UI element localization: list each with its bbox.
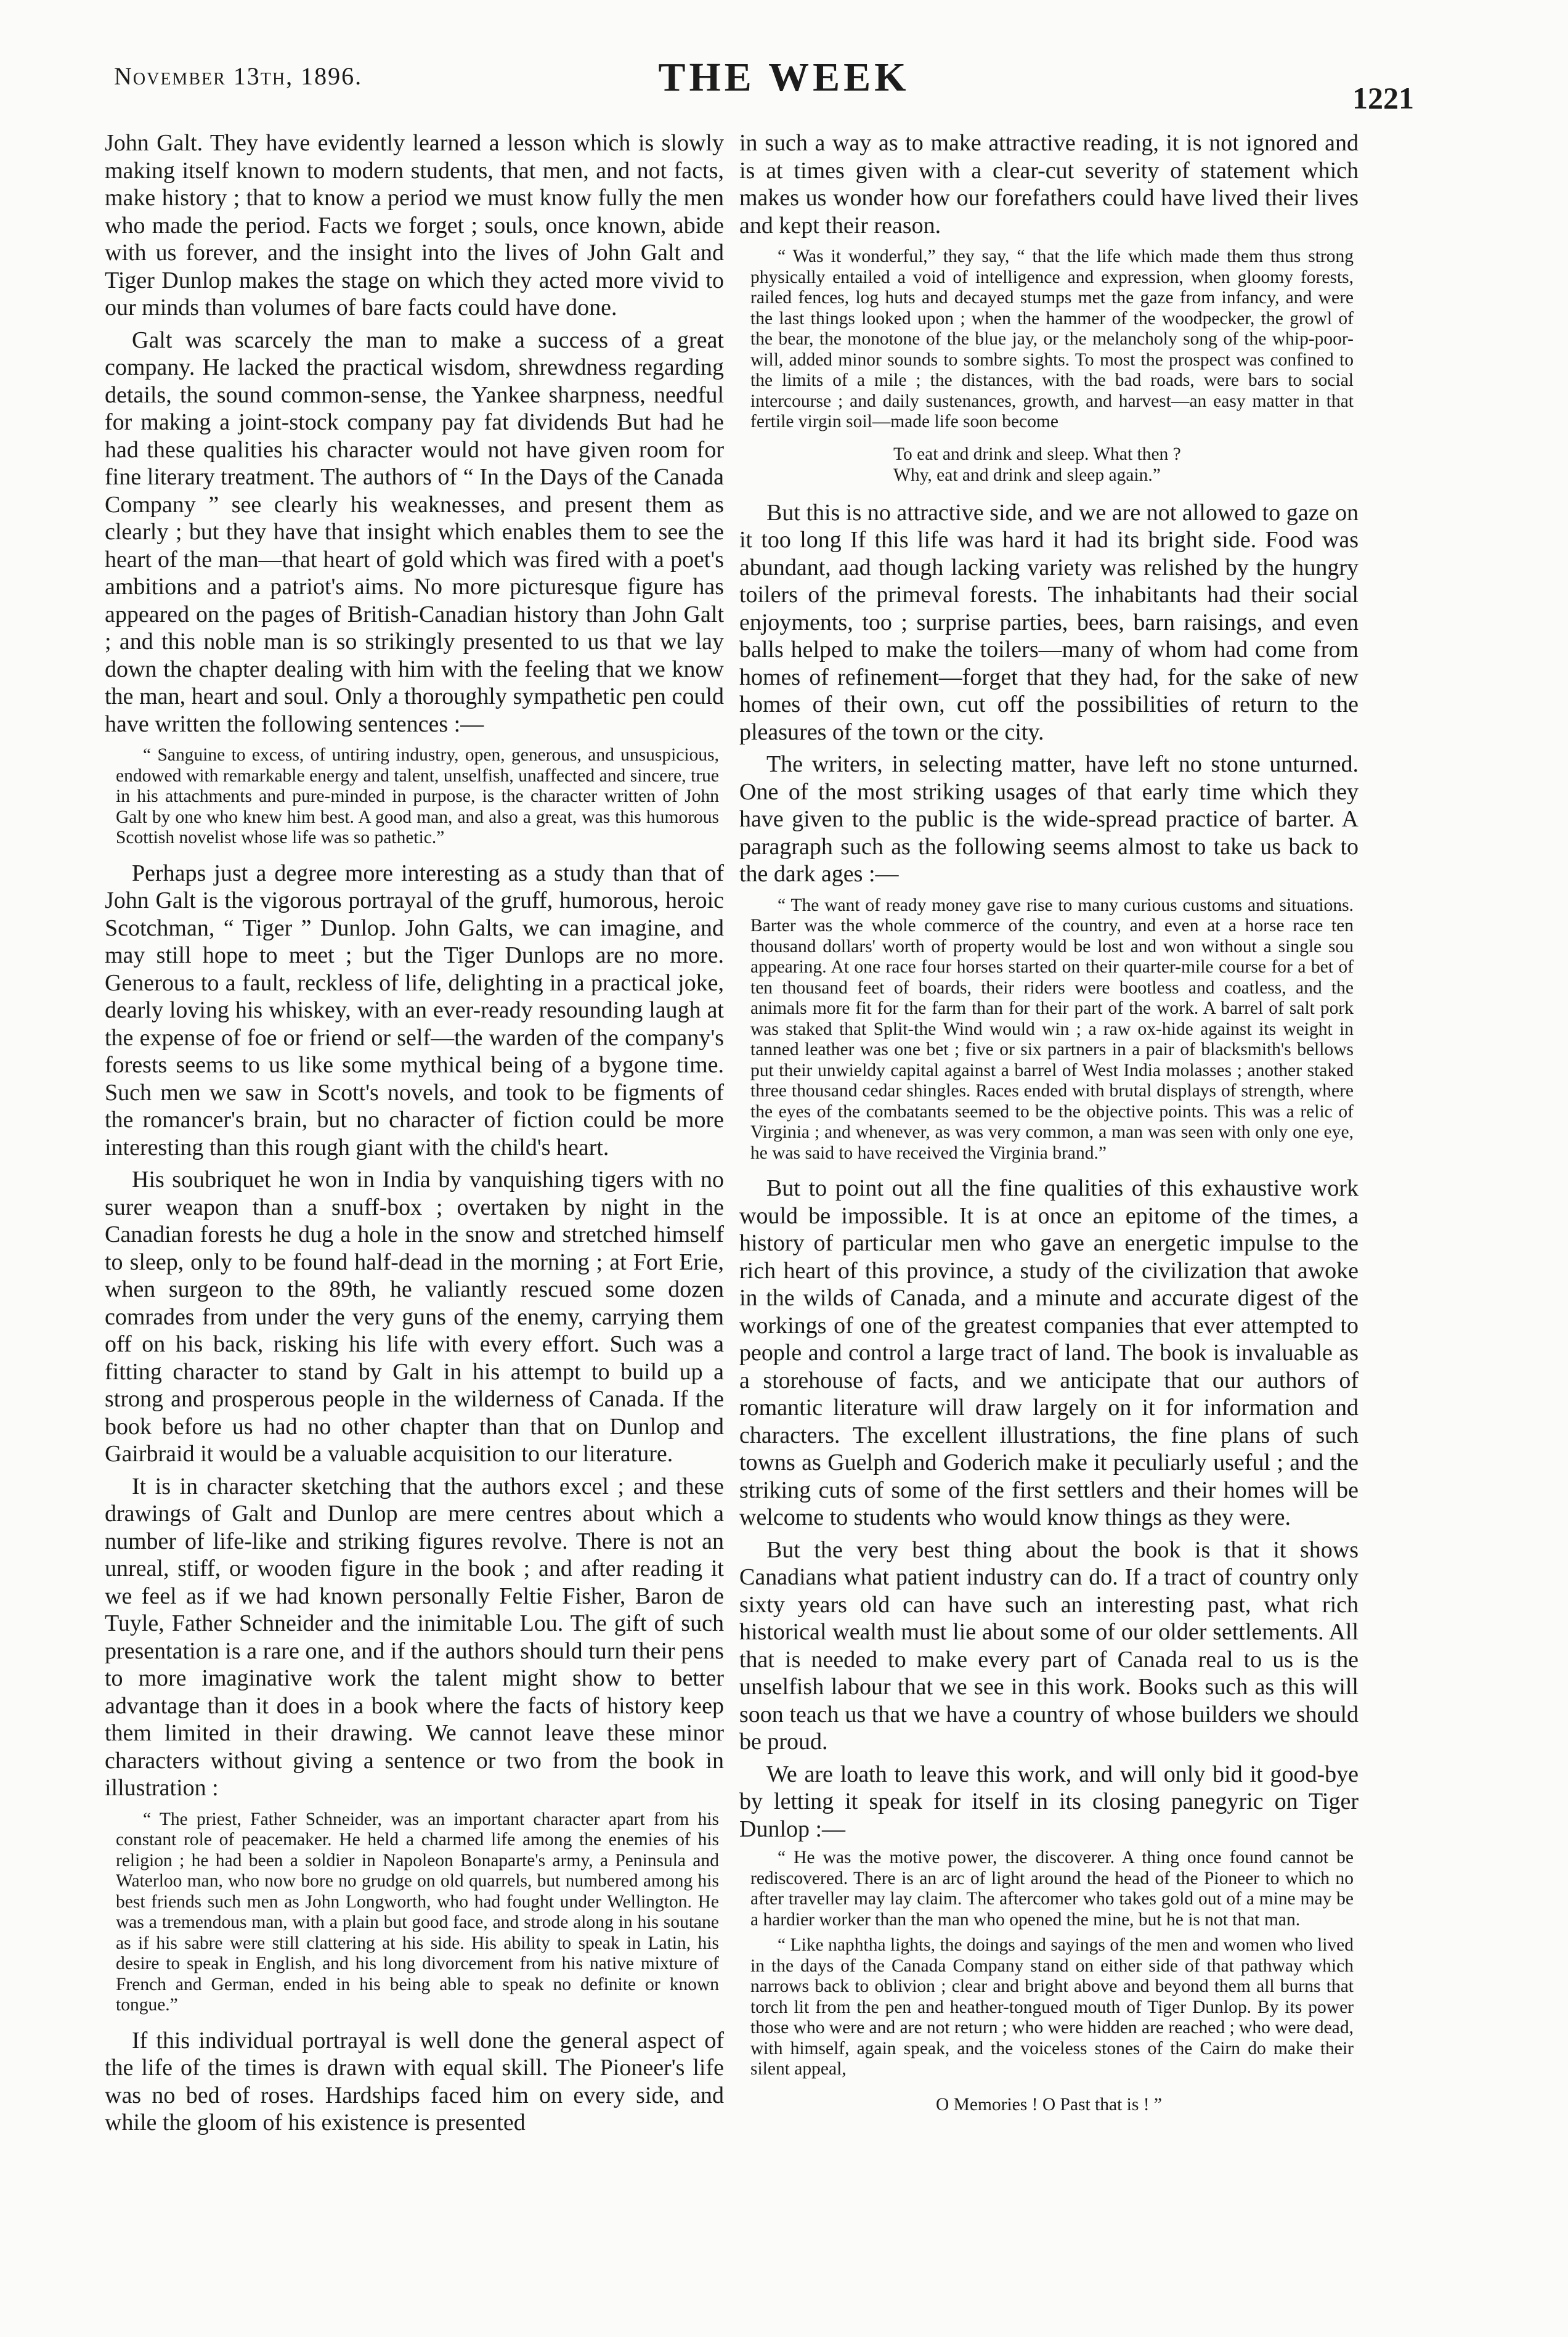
right-column [739, 129, 1359, 2116]
paragraph: But this is no attractive side, and we are not allowed to gaze on it too long If this life was hard it had its bright side. Food was abundant, aad though lacking variety was relished by the hungry toilers of the primeval forests. The inhabitants had their social enjoyments, too ; surprise parties, bees, barn raisings, and even balls helped to make the toilers—many of whom had come from homes of refinement—forget that they had, for the sake of new homes of their own, cut off the possibilities of return to the pleasures of the town or the city. [739, 499, 1359, 745]
verse-line: To eat and drink and sleep. What then ? [893, 444, 1181, 464]
block-quote: “ Like naphtha lights, the doings and sayings of the men and women who lived in the days of the Canada Company stand on either side of that pathway which narrows back to oblivion ; clear and bright above and beyond them all burns that torch lit from the pen and heather-tongued mouth of Tiger Dunlop. By its power those who were and are not return ; who were hidden are reached ; who were dead, with himself, again speak, and the voiceless stones of the Cairn do make their silent appeal, [750, 1935, 1354, 2079]
paragraph: His soubriquet he won in India by vanquishing tigers with no surer weapon than a snuff-box ; overtaken by night in the Canadian forests he dug a hole in the snow and stretched himself to sleep, only to be found half-dead in the morning ; at Fort Erie, when surgeon to the 89th, he valiantly rescued some dozen comrades from under the very guns of the enemy, carrying them off on his back, risking his life with every effort. Such was a fitting character to stand by Galt in his attempt to build up a strong and prosperous people in the wilderness of Canada. If the book before us had no other chapter than that on Dunlop and Gairbraid it would be a valuable acquisition to our literature. [105, 1167, 724, 1467]
paragraph: Galt was scarcely the man to make a success of a great company. He lacked the practical wisdom, shrewdness regarding details, the sound common-sense, the Yankee sharpness, needful for making a joint-stock company pay fat dividends But had he had these qualities his character would not have given room for fine literary treatment. The authors of “ In the Days of the Canada Company ” see clearly his weaknesses, and present them as clearly ; but they have that insight which enables them to see the heart of the man—that heart of gold which was fired with a poet's ambitions and a patriot's aims. No more picturesque figure has appeared on the pages of British-Canadian history than John Galt ; and this noble man is so strikingly presented to us that we lay down the chapter dealing with him with the feeling that we know the man, heart and soul. Only a thoroughly sympathetic pen could have written the following sentences :— [105, 327, 724, 737]
paragraph: But to point out all the fine qualities of this exhaustive work would be impossible. It is at once an epitome of the times, a history of particular men who gave an energetic impulse to the rich heart of this province, a study of the civilization that awoke in the wilds of Canada, and a minute and accurate digest of the workings of one of the greatest companies that ever attempted to people and control a large tract of land. The book is invaluable as a storehouse of facts, and we anticipate that our authors of romantic literature will draw largely on it for information and characters. The excellent illustrations, the fine plans of such towns as Guelph and Goderich make it peculiarly useful ; and the striking cuts of some of the first settlers and their homes will be welcome to students who would know things as they were. [739, 1175, 1359, 1530]
left-column [105, 129, 724, 2142]
block-quote: “ The want of ready money gave rise to many curious customs and situations. Barter was the whole commerce of the country, and even at a horse race ten thousand dollars' worth of property would be lost and won without a single sou appearing. At one race four horses started on their quarter-mile course for a bet of ten thousand feet of boards, their riders were bootless and coatless, and the animals more fit for the farm than for their part of the work. A barrel of salt pork was staked that Split-the Wind would win ; a raw ox-hide against its weight in tanned leather was one bet ; five or six partners in a pair of blacksmith's bellows put their unwieldy capital against a barrel of West India molasses ; another staked three thousand cedar shingles. Races ended with brutal displays of strength, where the eyes of the combatants seemed to be the objective points. This was a relic of Virginia ; and whenever, as was very common, a man was seen with only one eye, he was said to have received the Virginia brand.” [750, 895, 1354, 1163]
paragraph: Perhaps just a degree more interesting as a study than that of John Galt is the vigorous portrayal of the gruff, humorous, heroic Scotchman, “ Tiger ” Dunlop. John Galts, we can imagine, and may still hope to meet ; but the Tiger Dunlops are no more. Generous to a fault, reckless of life, delighting in a practical joke, dearly loving his whiskey, with an ever-ready resounding laugh at the expense of foe or friend or self—the warden of the company's forests seems to us like some mythical being of a bygone time. Such men we saw in Scott's novels, and took to be figments of the romancer's brain, but no character of fiction could be more interesting than this rough giant with the child's heart. [105, 860, 724, 1160]
verse-line: Why, eat and drink and sleep again.” [893, 465, 1161, 485]
paragraph: If this individual portrayal is well done the general aspect of the life of the times is drawn with equal skill. The Pioneer's life was no bed of roses. Hardships faced him on every side, and while the gloom of his existence is presented [105, 2027, 724, 2135]
paragraph: It is in character sketching that the authors excel ; and these drawings of Galt and Dunlop are mere centres about which a number of life-like and striking figures revolve. There is not an unreal, stiff, or wooden figure in the book ; and after reading it we feel as if we had known personally Feltie Fisher, Baron de Tuyle, Father Schneider and the inimitable Lou. The gift of such presentation is a rare one, and if the authors should turn their pens to more imaginative work the talent might show to better advantage than it does in a book where the facts of history keep them limited in their drawing. We cannot leave these minor characters without giving a sentence or two from the book in illustration : [105, 1473, 724, 1801]
paragraph: The writers, in selecting matter, have left no stone unturned. One of the most striking usages of that early time which they have given to the public is the wide-spread practice of barter. A paragraph such as the following seems almost to take us back to the dark ages :— [739, 751, 1359, 887]
block-quote: “ The priest, Father Schneider, was an important character apart from his constant role of peacemaker. He held a charmed life among the enemies of his religion ; he had been a soldier in Napoleon Bonaparte's army, a Peninsula and Waterloo man, who now bore no grudge on old quarrels, but numbered among his best friends such men as John Longworth, who had fought under Wellington. He was a tremendous man, with a plain but good face, and strode along in his soutane as if his sabre were still clattering at his side. His ability to speak in Latin, his desire to speak in English, and his long divorcement from his native mixture of French and German, ended in his being able to speak no definite or known tongue.” [116, 1809, 719, 2015]
block-quote: “ He was the motive power, the discoverer. A thing once found cannot be rediscovered. There is an arc of light around the head of the Pioneer to which no after traveller may lay claim. The aftercomer who takes gold out of a mine may be a hardier worker than the man who opened the mine, but he is not that man. [750, 1848, 1354, 1930]
paragraph: in such a way as to make attractive reading, it is not ignored and is at times given with a clear-cut severity of statement which makes us wonder how our forefathers could have lived their lives and kept their reason. [739, 130, 1359, 239]
paragraph: John Galt. They have evidently learned a lesson which is slowly making itself known to modern students, that men, and not facts, make history ; that to know a period we must know fully the men who made the period. Facts we forget ; souls, once known, abide with us forever, and the insight into the lives of John Galt and Tiger Dunlop makes the stage on which they acted more vivid to our minds than volumes of bare facts could have done. [105, 130, 724, 320]
block-quote: “ Was it wonderful,” they say, “ that the life which made them thus strong physically entailed a void of intelligence and expression, when gloomy forests, railed fences, log huts and decayed stumps met the gaze from infancy, and were the last things looked upon ; when the hammer of the woodpecker, the growl of the bear, the monotone of the blue jay, or the melancholy song of the whip-poor-will, added minor sounds to sombre sights. To most the prospect was confined to the limits of a mile ; the distances, with the bad roads, were bars to social intercourse ; and daily sustenances, growth, and harvest—an easy matter in that fertile virgin soil—made life soon become [750, 247, 1354, 431]
masthead-title: THE WEEK [658, 55, 910, 100]
paragraph: But the very best thing about the book is that it shows Canadians what patient industry can do. If a tract of country only sixty years old can have such an interesting past, what rich historical wealth must lie about some of our older settlements. All that is needed to make every part of Canada real to us is the unselfish labour that we see in this work. Books such as this will soon teach us that we have a country of whose builders we should be proud. [739, 1536, 1359, 1755]
verse [739, 444, 1359, 486]
closing-line: O Memories ! O Past that is ! ” [935, 2094, 1163, 2115]
block-quote: “ Sanguine to excess, of untiring industry, open, generous, and unsuspicious, endowed with remarkable energy and talent, unselfish, unaffected and sincere, true in his attachments and pure-minded in purpose, is the character written of John Galt by one who knew him best. A good man, and also a great, was this humorous Scottish novelist whose life was so pathetic.” [116, 745, 719, 847]
page-number: 1221 [1352, 81, 1414, 115]
issue-date: November 13th, 1896. [114, 62, 363, 90]
paragraph: We are loath to leave this work, and will only bid it good-bye by letting it speak for itself in its closing panegyric on Tiger Dunlop :— [739, 1761, 1359, 1842]
page-header [0, 43, 1568, 117]
